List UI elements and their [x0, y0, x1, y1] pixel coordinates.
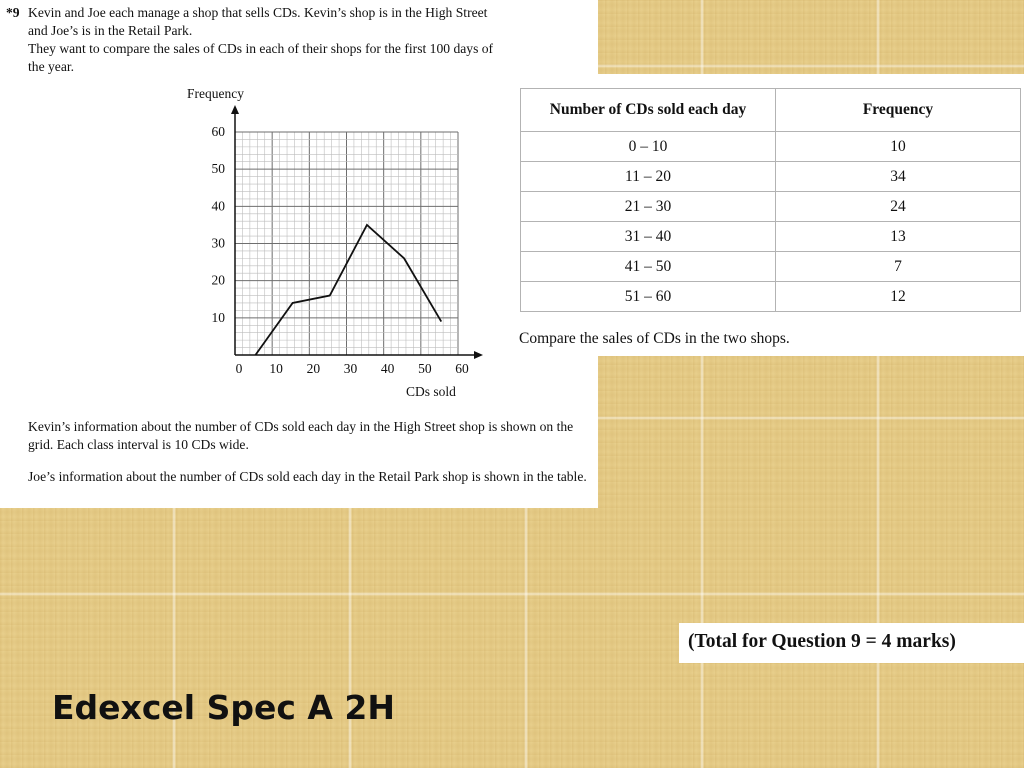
chart-axes — [231, 105, 483, 359]
x-tick-label: 20 — [306, 361, 321, 376]
frequency-polygon-chart — [180, 80, 490, 405]
table-row — [521, 222, 1021, 252]
table-header-row — [521, 89, 1021, 132]
frequency-table — [520, 88, 1021, 312]
table-cell-range: 51 – 60 — [521, 282, 776, 312]
table-cell-frequency: 34 — [776, 162, 1021, 192]
question-text — [28, 4, 588, 76]
question-line: They want to compare the sales of CDs in each of their shops for the first 100 days of — [28, 41, 494, 56]
slide-title: Edexcel Spec A 2H — [52, 688, 396, 727]
table-cell-frequency: 10 — [776, 132, 1021, 162]
table-cell-range: 21 – 30 — [521, 192, 776, 222]
y-tick-label: 20 — [211, 272, 225, 288]
x-tick-label: 50 — [418, 361, 432, 376]
question-line: and Joe’s is in the Retail Park. — [28, 23, 193, 38]
column-header-cds-sold: Number of CDs sold each day — [521, 89, 776, 132]
y-axis-label: Frequency — [187, 86, 244, 101]
x-tick-label: 10 — [269, 361, 283, 376]
question-left-panel — [0, 0, 598, 508]
table-cell-frequency: 24 — [776, 192, 1021, 222]
compare-instruction: Compare the sales of CDs in the two shops. — [519, 330, 790, 347]
x-axis-label: CDs sold — [406, 384, 456, 399]
y-tick-label: 10 — [211, 309, 225, 325]
x-tick-label: 0 — [235, 361, 243, 376]
table-cell-frequency: 12 — [776, 282, 1021, 312]
table-row — [521, 132, 1021, 162]
question-line: Kevin and Joe each manage a shop that sells CDs. Kevin’s shop is in the High Street — [28, 5, 488, 20]
joe-info-text: Joe’s information about the number of CDs sold each day in the Retail Park shop is shown in the table. — [28, 469, 587, 484]
table-row — [521, 282, 1021, 312]
x-axis-arrow — [474, 351, 483, 359]
table-panel — [516, 74, 1024, 356]
question-number: *9 — [6, 5, 20, 20]
table-row — [521, 162, 1021, 192]
y-tick-label: 50 — [211, 161, 225, 177]
table-cell-range: 0 – 10 — [521, 132, 776, 162]
table-cell-frequency: 7 — [776, 252, 1021, 282]
total-marks-text: (Total for Question 9 = 4 marks) — [688, 631, 956, 652]
y-tick-label: 40 — [211, 198, 225, 214]
table-row — [521, 252, 1021, 282]
marks-panel — [679, 623, 1024, 663]
y-tick-label: 30 — [211, 235, 225, 251]
table-cell-range: 31 – 40 — [521, 222, 776, 252]
y-axis-arrow — [231, 105, 239, 114]
table-cell-range: 41 – 50 — [521, 252, 776, 282]
x-tick-label: 30 — [343, 361, 358, 376]
table-row — [521, 192, 1021, 222]
x-tick-label: 40 — [380, 361, 395, 376]
column-header-frequency: Frequency — [776, 89, 1021, 132]
y-tick-label: 60 — [211, 124, 225, 139]
chart-grid — [235, 132, 458, 355]
table-cell-frequency: 13 — [776, 222, 1021, 252]
question-line: the year. — [28, 59, 75, 74]
x-tick-label: 60 — [455, 361, 469, 376]
table-cell-range: 11 – 20 — [521, 162, 776, 192]
kevin-info-text: Kevin’s information about the number of CDs sold each day in the High Street shop is shown on the grid. Each class interval is 10 CDs wide. — [28, 419, 574, 452]
